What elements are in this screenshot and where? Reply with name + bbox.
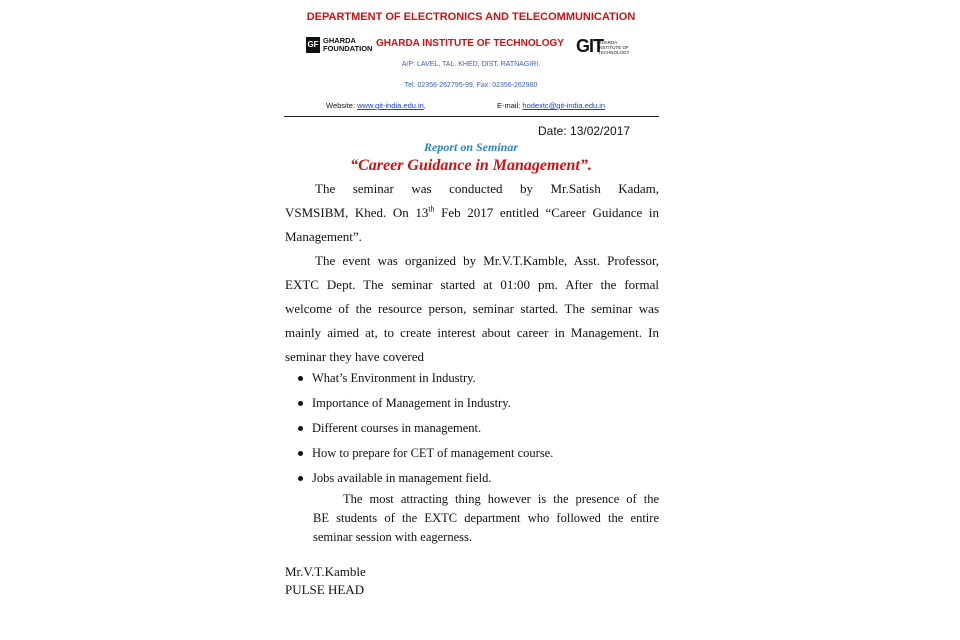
p1-line3: Management”. — [285, 229, 362, 244]
git-logo-line1: GHARDA — [598, 40, 618, 45]
topic-text: Jobs available in management field. — [312, 471, 492, 485]
closing-line3: seminar session with eagerness. — [313, 530, 472, 544]
gf-logo-mark: GF — [306, 37, 320, 53]
seminar-title: “Career Guidance in Management”. — [350, 157, 592, 174]
report-heading: Report on Seminar — [423, 140, 519, 154]
p2-line3: welcome of the resource person, seminar started. The seminar was — [285, 301, 659, 316]
report-date: Date: 13/02/2017 — [538, 124, 631, 138]
git-logo-line2: INSTITUTE OF — [598, 45, 629, 50]
p1-line2 — [285, 201, 659, 225]
paragraph-details — [285, 249, 659, 369]
p1-line2-sup: th — [428, 204, 435, 214]
git-logo-mark: GIT — [576, 36, 603, 56]
department-name: DEPARTMENT OF ELECTRONICS AND TELECOMMUNICATION — [306, 11, 636, 23]
institute-phone: Tel: 02356-262795-99, Fax: 02356-262980 — [404, 82, 538, 89]
website-label: Website: — [326, 101, 358, 110]
bullet-icon — [298, 376, 303, 381]
topics-list — [298, 366, 553, 491]
email-label: E-mail: — [497, 101, 523, 110]
email-link[interactable]: hodextc@git-india.edu.in — [522, 101, 606, 110]
website-suffix: , — [423, 101, 426, 110]
topic-text: Importance of Management in Industry. — [312, 396, 511, 410]
signatory-title: PULSE HEAD — [285, 582, 365, 597]
bullet-icon — [298, 451, 303, 456]
closing-line2: BE students of the EXTC department who followed the entire — [313, 511, 659, 525]
closing-paragraph — [313, 490, 659, 547]
topic-text: Different courses in management. — [312, 421, 482, 435]
list-item — [298, 366, 553, 391]
gf-logo-line2: FOUNDATION — [323, 44, 373, 53]
git-logo-text — [598, 40, 630, 55]
bullet-icon — [298, 476, 303, 481]
gharda-foundation-logo — [306, 36, 373, 56]
website-line — [326, 101, 426, 110]
institute-address: A/P: LAVEL, TAL. KHED, DIST. RATNAGIRI. — [401, 61, 541, 68]
gf-logo-text — [323, 37, 372, 53]
p1-line1: The seminar was conducted by Mr.Satish Kadam, — [315, 181, 659, 196]
p2-line2: EXTC Dept. The seminar started at 01:00 pm. After the formal — [285, 277, 659, 292]
bullet-icon — [298, 426, 303, 431]
institute-name: GHARDA INSTITUTE OF TECHNOLOGY — [376, 38, 564, 49]
email-line — [497, 101, 605, 110]
list-item — [298, 391, 553, 416]
p1-line2-a: VSMSIBM, Khed. On 13 — [285, 205, 429, 220]
list-item — [298, 441, 553, 466]
p2-line1: The event was organized by Mr.V.T.Kamble, Asst. Professor, — [315, 253, 659, 268]
gf-logo-line1: GHARDA — [323, 36, 356, 45]
git-logo-line3: TECHNOLOGY — [598, 50, 630, 55]
topic-text: What’s Environment in Industry. — [312, 371, 476, 385]
topic-text: How to prepare for CET of management course. — [312, 446, 554, 460]
p2-line4: mainly aimed at, to create interest about career in Management. In — [285, 325, 659, 340]
paragraph-intro — [285, 177, 659, 249]
website-link[interactable]: www.git-india.edu.in — [357, 101, 424, 110]
p2-line5: seminar they have covered — [285, 349, 424, 364]
git-logo — [576, 36, 630, 60]
header-divider — [284, 116, 659, 117]
signatory-name: Mr.V.T.Kamble — [285, 564, 366, 579]
closing-line1: The most attracting thing however is the presence of the — [343, 492, 659, 506]
list-item — [298, 466, 553, 491]
p1-line2-b: Feb 2017 entitled “Career Guidance in — [434, 205, 659, 220]
list-item — [298, 416, 553, 441]
bullet-icon — [298, 401, 303, 406]
